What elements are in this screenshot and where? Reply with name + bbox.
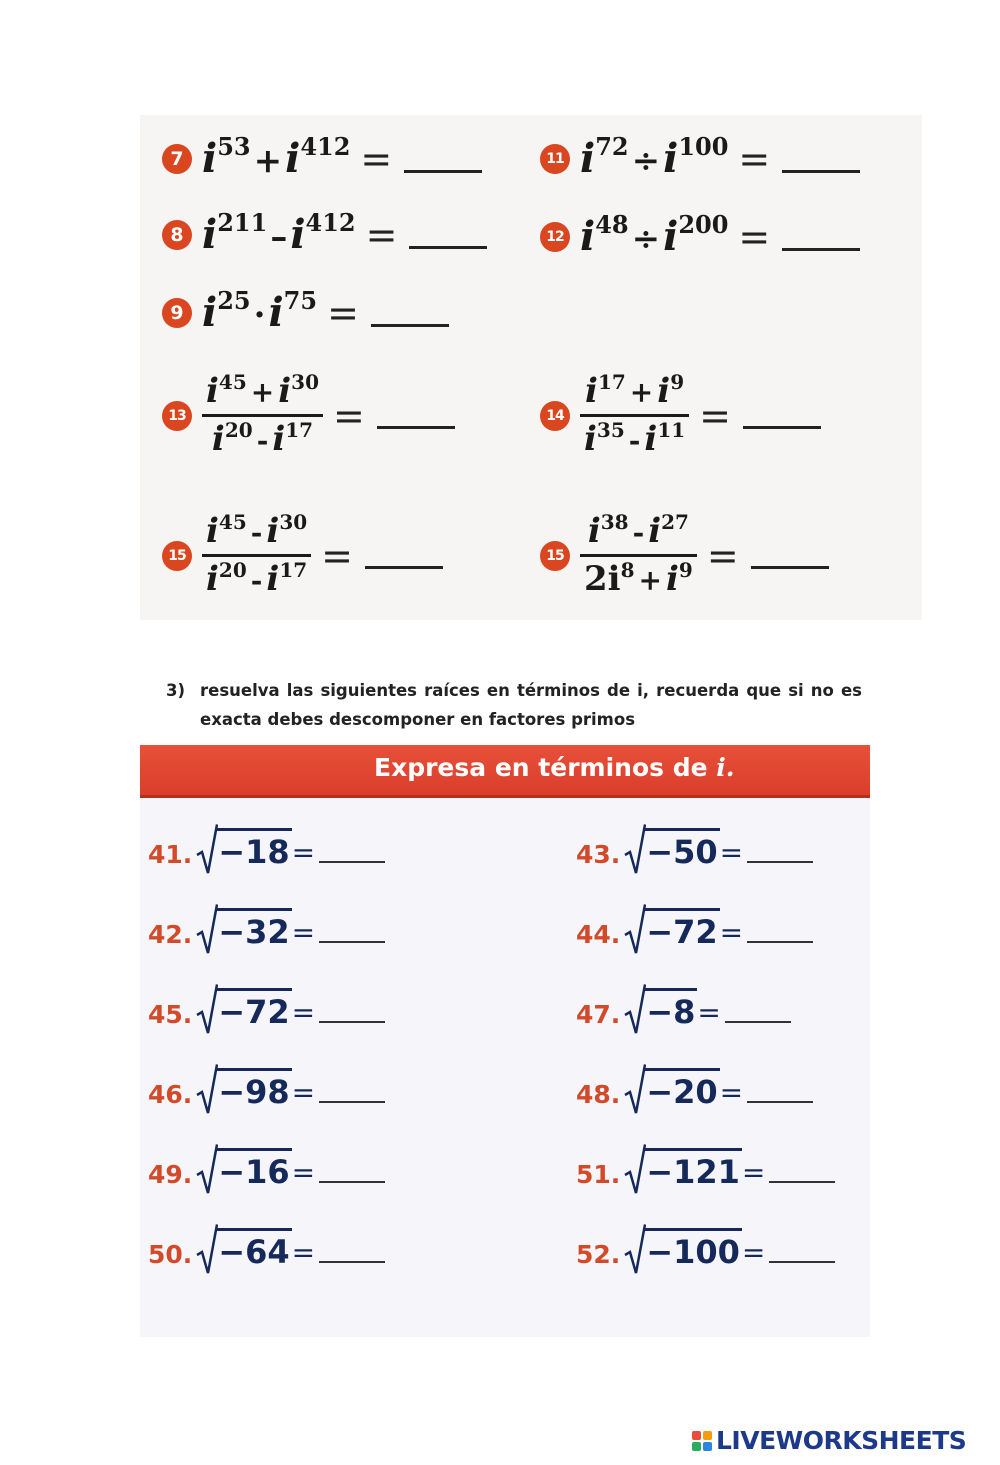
radicand: −64 [216, 1228, 291, 1275]
problem-8 [162, 208, 487, 258]
equals-sign: = [719, 916, 744, 949]
answer-blank[interactable] [319, 1181, 385, 1183]
radicand: −121 [644, 1148, 742, 1195]
exercise-number: 47. [576, 1000, 621, 1029]
answer-blank[interactable] [319, 1261, 385, 1263]
answer-blank[interactable] [365, 542, 443, 569]
radical-exercise [148, 1143, 385, 1195]
expression: $i^{53}+i^{412}$ [202, 132, 351, 182]
instruction-number: 3) [166, 681, 186, 700]
problem-9 [162, 286, 449, 336]
exercise-image-bottom [140, 745, 870, 1337]
exercise-number: 51. [576, 1160, 621, 1189]
equals-sign: = [291, 1156, 316, 1189]
section-banner [140, 745, 870, 798]
radical-sign-icon [196, 1223, 218, 1275]
denominator: $i^{35} - i^{11}$ [584, 418, 686, 460]
answer-blank[interactable] [782, 146, 860, 173]
radicand: −72 [644, 908, 719, 955]
answer-blank[interactable] [769, 1181, 835, 1183]
brand-name: LIVEWORKSHEETS [716, 1426, 967, 1455]
fraction [580, 510, 697, 600]
numerator: $i^{45} - i^{30}$ [206, 510, 308, 551]
problem-11 [540, 132, 860, 182]
answer-blank[interactable] [747, 861, 813, 863]
fraction [202, 510, 311, 600]
radical-sign-icon [196, 903, 218, 955]
banner-title: Expresa en términos de i. [374, 753, 735, 782]
radical-exercise [148, 983, 385, 1035]
radicand: −100 [644, 1228, 742, 1275]
problem-number-badge: 14 [540, 401, 570, 431]
denominator: $2i^8 + i^9$ [584, 558, 693, 600]
equals-sign: = [741, 1156, 766, 1189]
radical-sign-icon [196, 1063, 218, 1115]
radical-sign-icon [196, 1143, 218, 1195]
equals-sign: = [706, 533, 739, 578]
radical-exercise [148, 823, 385, 875]
problem-number-badge: 11 [540, 144, 570, 174]
equals-sign: = [738, 137, 771, 181]
answer-blank[interactable] [725, 1021, 791, 1023]
exercise-number: 43. [576, 840, 621, 869]
equals-sign: = [699, 393, 731, 438]
exercise-number: 46. [148, 1080, 193, 1109]
liveworksheets-logo-icon [692, 1431, 712, 1451]
equals-sign: = [719, 1076, 744, 1109]
exercise-number: 42. [148, 920, 193, 949]
problem-number-badge: 15 [540, 541, 570, 571]
radical-sign-icon [196, 823, 218, 875]
denominator: $i^{20} - i^{17}$ [206, 558, 308, 600]
equals-sign: = [291, 916, 316, 949]
exercise-image-top [140, 115, 922, 620]
answer-blank[interactable] [319, 1021, 385, 1023]
problem-15-left [162, 510, 443, 600]
instruction-line-1: 3) resuelva las siguientes raíces en términos de i, recuerda que si no es [166, 676, 862, 705]
equals-sign: = [291, 1076, 316, 1109]
radicand: −16 [216, 1148, 291, 1195]
exercise-number: 50. [148, 1240, 193, 1269]
radical-exercise [576, 1063, 813, 1115]
radicand: −50 [644, 828, 719, 875]
equals-sign: = [360, 137, 393, 181]
equals-sign: = [738, 215, 771, 259]
radical-exercise [148, 1063, 385, 1115]
radicand: −32 [216, 908, 291, 955]
answer-blank[interactable] [751, 542, 829, 569]
radical-sign-icon [624, 1223, 646, 1275]
equals-sign: = [321, 533, 353, 578]
radical-sign-icon [624, 1063, 646, 1115]
problem-7 [162, 132, 482, 182]
radical-sign-icon [624, 903, 646, 955]
answer-blank[interactable] [747, 941, 813, 943]
answer-blank[interactable] [782, 224, 860, 251]
equals-sign: = [291, 836, 316, 869]
fraction-bar [202, 554, 311, 557]
answer-blank[interactable] [371, 300, 449, 327]
answer-blank[interactable] [404, 146, 482, 173]
expression: $i^{211}-i^{412}$ [202, 208, 356, 258]
radical-exercise [576, 1223, 835, 1275]
equals-sign: = [291, 996, 316, 1029]
radical-exercise [576, 1143, 835, 1195]
radical-sign-icon [624, 983, 646, 1035]
fraction [202, 370, 323, 460]
radical-sign-icon [624, 823, 646, 875]
answer-blank[interactable] [377, 402, 455, 429]
exercise-number: 41. [148, 840, 193, 869]
equals-sign: = [291, 1236, 316, 1269]
expression: $i^{72}\div i^{100}$ [580, 132, 729, 182]
answer-blank[interactable] [319, 861, 385, 863]
fraction [580, 370, 689, 460]
problem-number-badge: 12 [540, 222, 570, 252]
radical-exercise [576, 983, 791, 1035]
radicand: −20 [644, 1068, 719, 1115]
problem-number-badge: 13 [162, 401, 192, 431]
problem-12 [540, 210, 860, 260]
equals-sign: = [697, 996, 721, 1029]
equals-sign: = [327, 291, 359, 335]
footer-brand [692, 1426, 966, 1455]
radicand: −8 [644, 988, 697, 1035]
problem-15-right [540, 510, 829, 600]
exercise-number: 48. [576, 1080, 621, 1109]
radicand: −98 [216, 1068, 291, 1115]
exercise-number: 49. [148, 1160, 193, 1189]
problem-13 [162, 370, 455, 460]
equals-sign: = [365, 213, 398, 257]
equals-sign: = [741, 1236, 766, 1269]
numerator: $i^{45} + i^{30}$ [206, 370, 319, 411]
fraction-bar [580, 414, 689, 417]
radical-exercise [148, 903, 385, 955]
instruction-line-2: exacta debes descomponer en factores primos [200, 710, 636, 729]
equals-sign: = [333, 393, 365, 438]
problem-number-badge: 9 [162, 298, 192, 328]
answer-blank[interactable] [743, 402, 821, 429]
expression: $i^{25}\cdot i^{75}$ [202, 286, 318, 336]
problem-number-badge: 8 [162, 220, 192, 250]
equals-sign: = [719, 836, 744, 869]
numerator: $i^{38} - i^{27}$ [587, 510, 689, 551]
radical-exercise [576, 903, 813, 955]
exercise-number: 44. [576, 920, 621, 949]
answer-blank[interactable] [769, 1261, 835, 1263]
radical-sign-icon [196, 983, 218, 1035]
problem-number-badge: 15 [162, 541, 192, 571]
answer-blank[interactable] [319, 1101, 385, 1103]
radical-exercise [148, 1223, 385, 1275]
numerator: $i^{17} + i^9$ [585, 370, 685, 411]
radicand: −72 [216, 988, 291, 1035]
instruction-text [166, 676, 862, 734]
radical-sign-icon [624, 1143, 646, 1195]
denominator: $i^{20} - i^{17}$ [211, 418, 314, 460]
problem-number-badge: 7 [162, 144, 192, 174]
fraction-bar [580, 554, 697, 557]
fraction-bar [202, 414, 323, 417]
answer-blank[interactable] [747, 1101, 813, 1103]
problem-14 [540, 370, 821, 460]
expression: $i^{48}\div i^{200}$ [580, 210, 729, 260]
answer-blank[interactable] [409, 222, 487, 249]
exercise-number: 45. [148, 1000, 193, 1029]
answer-blank[interactable] [319, 941, 385, 943]
radical-exercise [576, 823, 813, 875]
exercise-number: 52. [576, 1240, 621, 1269]
radicand: −18 [216, 828, 291, 875]
